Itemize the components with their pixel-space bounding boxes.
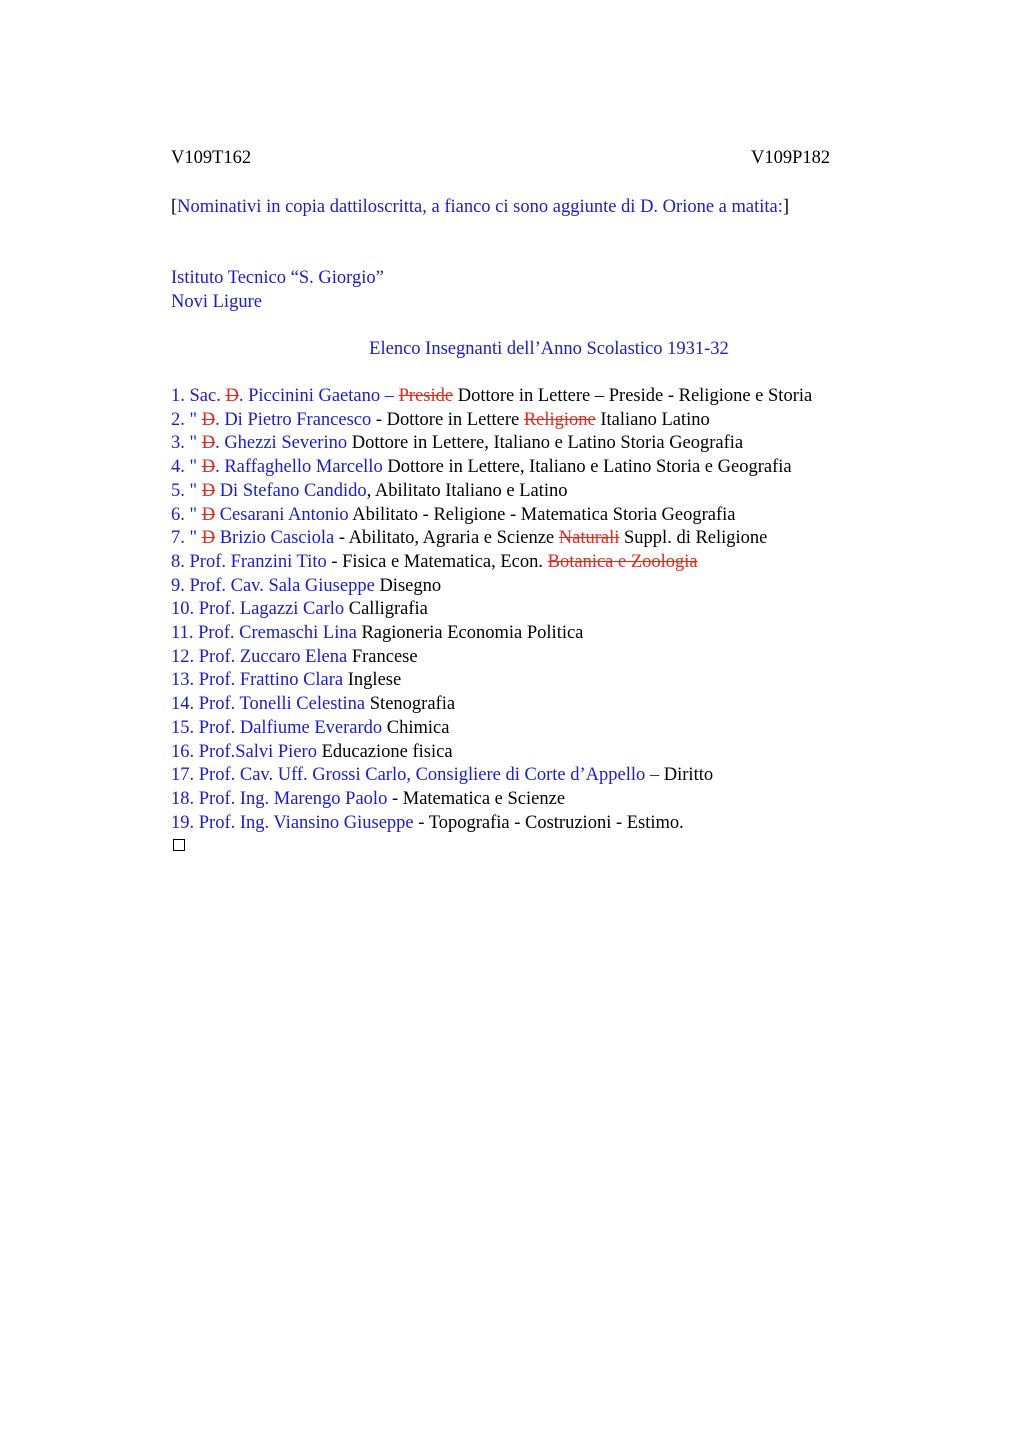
teacher-entry [171, 598, 901, 622]
page-header [171, 147, 887, 171]
school-name: Istituto Tecnico “S. Giorgio” [171, 268, 384, 288]
entry-text: 17. Prof. Cav. Uff. Grossi Carlo, Consigliere di Corte d’Appello – [171, 765, 660, 786]
teacher-entry [171, 622, 901, 646]
entry-text: Brizio Casciola [215, 528, 335, 549]
entry-text: 19. Prof. Ing. Viansino Giuseppe [171, 812, 414, 833]
teacher-entry [171, 551, 901, 575]
entry-text: 13. Prof. Frattino Clara [171, 670, 344, 691]
teacher-entry [171, 669, 901, 693]
school-city: Novi Ligure [171, 292, 262, 312]
editorial-note [171, 196, 789, 218]
document-title: Elenco Insegnanti dell’Anno Scolastico 1931-32 [369, 339, 729, 359]
teacher-entry [171, 385, 901, 409]
entry-text: Calligrafia [344, 599, 428, 620]
teacher-entry [171, 646, 901, 670]
entry-text: - Fisica e Matematica, Econ. [326, 551, 548, 572]
struck-text: D [225, 386, 239, 406]
entry-text: 7. " [171, 528, 202, 549]
code-left: V109T162 [171, 148, 252, 168]
note-close-bracket: ] [782, 197, 790, 217]
struck-text: Preside [398, 386, 454, 406]
entry-text: 3. " [171, 433, 202, 454]
note-open-bracket: [ [171, 197, 178, 217]
struck-text: D [201, 504, 216, 525]
entry-text: 10. Prof. Lagazzi Carlo [171, 599, 345, 620]
entry-text: 5. " [171, 480, 202, 501]
teacher-entry [171, 741, 901, 765]
teacher-list [171, 385, 901, 835]
entry-text: - Dottore in Lettere [371, 409, 524, 430]
struck-text: D [201, 457, 216, 478]
entry-text: 2. " [171, 409, 202, 430]
empty-box-marker [173, 839, 185, 851]
reference-codes [171, 147, 887, 171]
teacher-entry [171, 812, 901, 836]
entry-text: 4. " [171, 457, 202, 478]
teacher-entry [171, 717, 901, 741]
teacher-entry [171, 409, 901, 433]
entry-text: 11. Prof. Cremaschi Lina [171, 623, 357, 644]
entry-text: Dottore in Lettere, Italiano e Latino Storia e Geografia [382, 457, 792, 478]
struck-text: D [201, 433, 216, 454]
school-block [171, 266, 384, 314]
entry-text: 15. Prof. Dalfiume Everardo [171, 717, 383, 738]
entry-text: 12. Prof. Zuccaro Elena [171, 646, 348, 667]
entry-text: Disegno [374, 575, 442, 596]
entry-text: - Abilitato, Agraria e Scienze [334, 528, 559, 549]
entry-text: . Piccinini Gaetano – [238, 386, 399, 406]
entry-text: Francese [347, 646, 418, 667]
entry-text: 18. Prof. Ing. Marengo Paolo [171, 788, 388, 809]
entry-text: Dottore in Lettere – Preside - Religione e Storia [453, 386, 813, 406]
entry-text: 6. " [171, 504, 202, 525]
struck-text: Naturali [558, 528, 620, 549]
entry-text: Inglese [343, 670, 402, 691]
entry-text: 9. Prof. Cav. Sala Giuseppe [171, 575, 375, 596]
entry-text: 8. Prof. Franzini Tito [171, 551, 327, 572]
struck-text: Botanica e Zoologia [547, 551, 698, 572]
entry-text: Chimica [382, 717, 450, 738]
struck-text: D [201, 528, 216, 549]
entry-text: Stenografia [365, 694, 456, 715]
entry-text: - Matematica e Scienze [387, 788, 566, 809]
code-right: V109P182 [751, 148, 831, 168]
note-text: Nominativi in copia dattiloscritta, a fianco ci sono aggiunte di D. Orione a matita: [177, 197, 783, 217]
entry-text: Italiano Latino [595, 409, 710, 430]
entry-text: 16. Prof.Salvi Piero [171, 741, 317, 762]
teacher-entry [171, 527, 901, 551]
entry-text: Dottore in Lettere, Italiano e Latino Storia Geografia [347, 433, 744, 454]
teacher-entry [171, 504, 901, 528]
entry-text: Ragioneria Economia Politica [356, 623, 584, 644]
teacher-entry [171, 575, 901, 599]
entry-text: . Di Pietro Francesco [215, 409, 372, 430]
entry-text: Educazione fisica [316, 741, 453, 762]
entry-text: Suppl. di Religione [619, 528, 768, 549]
entry-text: Di Stefano Candido [215, 480, 367, 501]
struck-text: D [201, 409, 216, 430]
entry-text: 1. Sac. [171, 386, 226, 406]
struck-text: Religione [523, 409, 596, 430]
teacher-entry [171, 764, 901, 788]
teacher-entry [171, 788, 901, 812]
teacher-entry [171, 693, 901, 717]
teacher-entry [171, 432, 901, 456]
entry-text: - Topografia - Costruzioni - Estimo. [413, 812, 684, 833]
entry-text: 14. Prof. Tonelli Celestina [171, 694, 366, 715]
entry-text: , Abilitato Italiano e Latino [366, 480, 568, 501]
entry-text: Abilitato - Religione - Matematica Storia Geografia [348, 504, 736, 525]
entry-text: . Ghezzi Severino [215, 433, 348, 454]
struck-text: D [201, 480, 216, 501]
teacher-entry [171, 480, 901, 504]
teacher-entry [171, 456, 901, 480]
entry-text: Cesarani Antonio [215, 504, 349, 525]
entry-text: . Raffaghello Marcello [215, 457, 383, 478]
entry-text: Diritto [659, 765, 714, 786]
